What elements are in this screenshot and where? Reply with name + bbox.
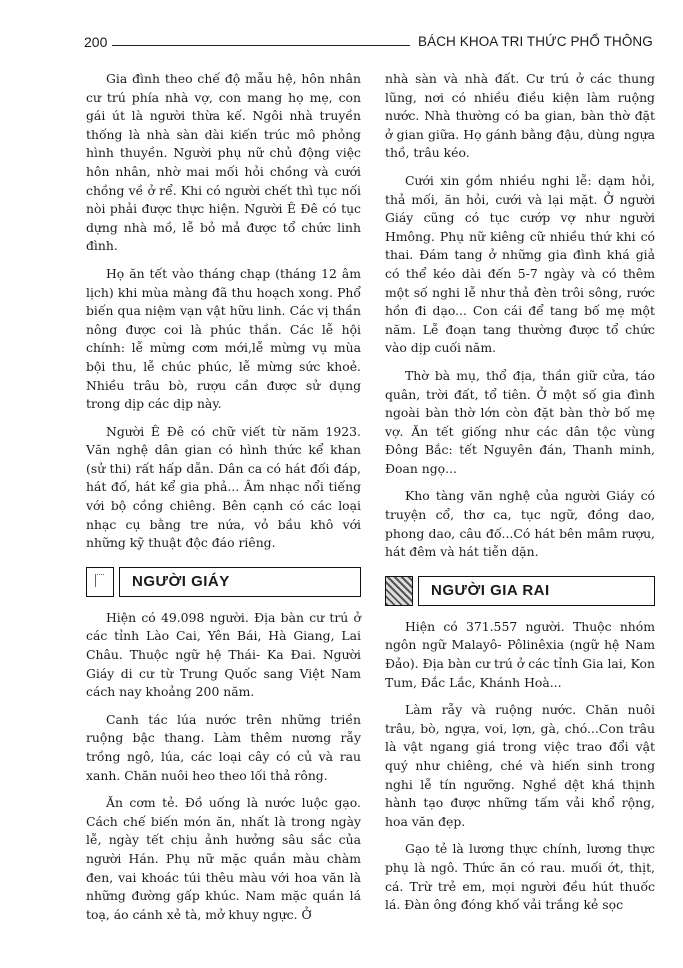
book-title: BÁCH KHOA TRI THỨC PHỔ THÔNG <box>418 34 653 49</box>
paragraph: Gạo tẻ là lương thực chính, lương thực phụ là ngô. Thức ăn có rau. muối ớt, thịt, cá. Trừ trẻ em, mọi người đều hút thuốc lá. Đàn ông đóng khố vải trắng kẻ sọc <box>385 841 655 913</box>
paragraph: Người Ê Đê có chữ viết từ năm 1923. Văn nghệ dân gian có hình thức kể khan (sử thi) rất hấp dẫn. Dân ca có hát đối đáp, hát đố, hát kể gia phả... Âm nhạc nổi tiếng với bộ cồng chiêng. Bên cạnh có các loại nhạc cụ bằng tre nứa, vỏ bầu khô với những kỹ thuật độc đáo riêng. <box>86 423 361 551</box>
section-heading-nguoi-gia-rai <box>385 576 655 606</box>
page-number: 200 <box>84 34 108 50</box>
section-thumbnail-image <box>86 567 114 597</box>
paragraph: Thờ bà mụ, thổ địa, thần giữ cửa, táo quân, trời đất, tổ tiên. Ở một số gia đình ngoài bàn thờ lớn còn đặt bàn thờ bố mẹ vợ. Ăn tết giống như các dân tộc vùng Đông Bắc: tết Nguyên đán, Thanh minh, Đoan ngọ... <box>385 367 655 476</box>
paragraph: Kho tàng văn nghệ của người Giáy có truyện cổ, thơ ca, tục ngữ, đồng dao, phong dao, câu đố...Có hát bên mâm rượu, hát đêm và hát tiễn dặn. <box>385 488 655 560</box>
header-rule <box>112 45 410 46</box>
paragraph: Họ ăn tết vào tháng chạp (tháng 12 âm lịch) khi mùa màng đã thu hoạch xong. Phổ biến qua niệm vạn vật hữu linh. Các vị thần nông được coi là phúc thần. Các lễ hội chính: lễ mừng cơm mới,lễ mừng vụ mùa bội thu, lễ chúc phúc, lễ mừng sức khoẻ. Nhiều trâu bò, rượu cần được sử dụng trong dịp các dịp này. <box>86 265 361 412</box>
paragraph: nhà sàn và nhà đất. Cư trú ở các thung lũng, nơi có nhiều điều kiện làm ruộng nước. Nhà thường có ba gian, bàn thờ đặt ở gian giữa. Họ gánh bằng đậu, dùng ngựa thồ, trâu kéo. <box>385 71 655 161</box>
paragraph: Cưới xin gồm nhiều nghi lễ: dạm hỏi, thả mối, ăn hỏi, cưới và lại mặt. Ở người Giáy cũng có tục cướp vợ như người Hmông. Phụ nữ kiêng cữ nhiều thứ khi có thai. Đám tang ở những gia đình khá giả có thể kéo dài đến 5-7 ngày và có thêm một số nghi lễ như thả đèn trôi sông, rước hồn đi dạo... Con cái để tang bố mẹ một năm. Lễ đoạn tang thường được tổ chức vào dịp cuối năm. <box>385 172 655 356</box>
paragraph: Gia đình theo chế độ mẫu hệ, hôn nhân cư trú phía nhà vợ, con mang họ mẹ, con gái út là người thừa kế. Ngôi nhà truyền thống là nhà sàn dài kiến trúc mô phỏng hình thuyền. Người phụ nữ chủ động việc hôn nhân, nhờ mai mối hỏi chồng và cưới chồng về ở rể. Khi có người chết thì tục nối nòi phải được thực hiện. Người Ê Đê có tục dựng nhà mồ, lễ bỏ mả được tổ chức linh đình. <box>86 71 361 254</box>
paragraph: Hiện có 371.557 người. Thuộc nhóm ngôn ngữ Malayô- Pôlinêxia (ngữ hệ Nam Đảo). Địa bàn cư trú ở các tỉnh Gia lai, Kon Tum, Đắc Lắc, Khánh Hoà... <box>385 618 655 690</box>
left-column <box>86 70 361 933</box>
paragraph: Hiện có 49.098 người. Địa bàn cư trú ở các tỉnh Lào Cai, Yên Bái, Hà Giang, Lai Châu. Thuộc ngữ hệ Thái- Ka Đai. Người Giáy di cư từ Trung Quốc sang Việt Nam cách nay khoảng 200 năm. <box>86 609 361 700</box>
section-heading-nguoi-giay <box>86 567 361 597</box>
section-title: NGƯỜI GIÁY <box>119 567 361 597</box>
paragraph: Ăn cơm tẻ. Đồ uống là nước luộc gạo. Cách chế biến món ăn, nhất là trong ngày lễ, ngày tết chịu ảnh hưởng sâu sắc của người Hán. Phụ nữ mặc quần màu chàm đen, vai khoác túi thêu màu với hoa văn là những đường gấp khúc. Nam mặc quần lá toạ, áo cánh xẻ tà, mở khuy ngực. Ở <box>86 795 361 922</box>
paragraph: Làm rẫy và ruộng nước. Chăn nuôi trâu, bò, ngựa, voi, lợn, gà, chó...Con trâu là vật ngang giá trong việc trao đổi vật quý như chiêng, ché và hiến sinh trong nghi lễ tín ngưỡng. Nghề dệt khá thịnh hành tạo được những tấm vải khổ rộng, hoa văn đẹp. <box>385 702 655 829</box>
page-header <box>0 34 683 58</box>
right-column <box>385 70 655 924</box>
section-thumbnail-image <box>385 576 413 606</box>
section-title: NGƯỜI GIA RAI <box>418 576 655 606</box>
paragraph: Canh tác lúa nước trên những triền ruộng bậc thang. Làm thêm nương rẫy trồng ngô, lúa, các loại cây có củ và rau xanh. Chăn nuôi heo theo lối thả rông. <box>86 711 361 783</box>
